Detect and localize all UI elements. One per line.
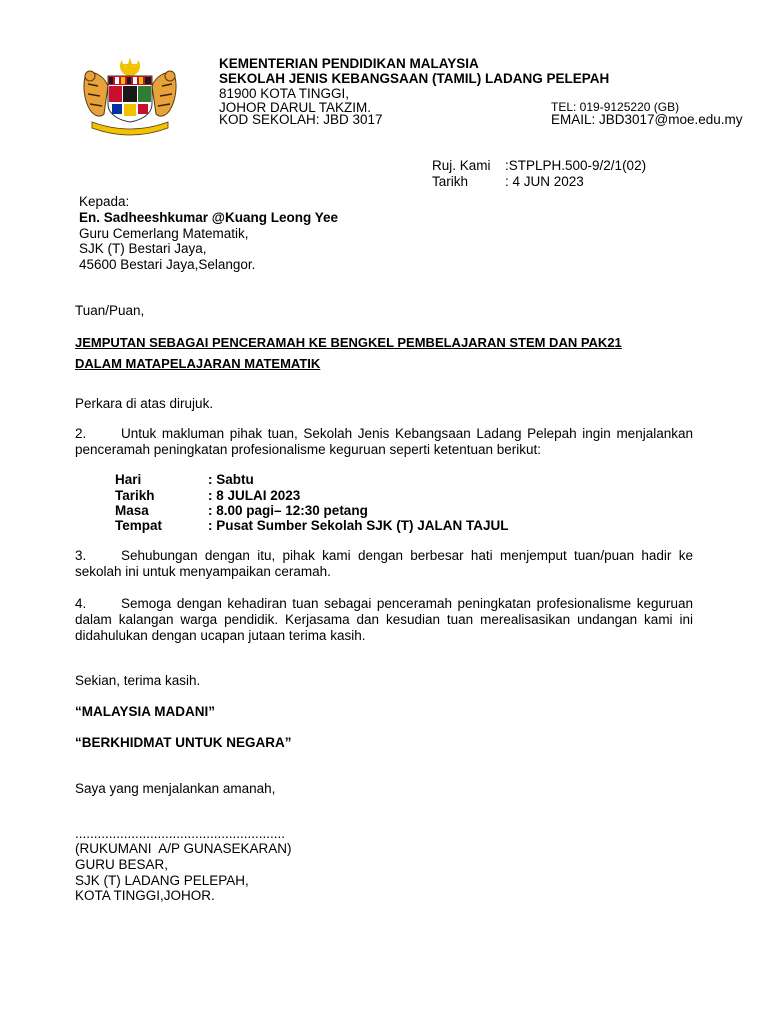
detail-value: : Sabtu [208, 472, 254, 487]
paragraph-3-number: 3. [75, 548, 87, 563]
paragraph-3-text: Sehubungan dengan itu, pihak kami dengan berbesar hati menjemput tuan/puan hadir ke sekolah ini untuk menyampaikan ceramah. [75, 548, 693, 579]
detail-row-venue [115, 518, 509, 533]
address-line-1: 81900 KOTA TINGGI, [219, 86, 350, 101]
recipient-line-1: Guru Cemerlang Matematik, [79, 226, 249, 241]
detail-label: Masa [115, 503, 149, 518]
reference-label: Ruj. Kami [432, 158, 491, 173]
trust-text: Saya yang menjalankan amanah, [75, 781, 276, 796]
closing-text: Sekian, terima kasih. [75, 673, 201, 688]
intro-text: Perkara di atas dirujuk. [75, 396, 214, 411]
subject-line-1: JEMPUTAN SEBAGAI PENCERAMAH KE BENGKEL PEMBELAJARAN STEM DAN PAK21 [75, 335, 622, 350]
signatory-title: GURU BESAR, [75, 857, 169, 872]
paragraph-4-text: Semoga dengan kehadiran tuan sebagai penceramah peningkatan profesionalisme keguruan dalam kalangan warga pendidik. Kerjasama dan kesudian tuan merealisasikan undangan kami ini didahulukan dengan ucapan jutaan terima kasih. [75, 596, 693, 643]
slogan-malaysia-madani: “MALAYSIA MADANI” [75, 704, 216, 719]
paragraph-4-number: 4. [75, 596, 87, 611]
salutation: Tuan/Puan, [75, 303, 145, 318]
paragraph-3 [75, 548, 693, 580]
detail-row-date [115, 488, 300, 503]
reference-row [432, 158, 646, 173]
recipient-name: En. Sadheeshkumar @Kuang Leong Yee [79, 210, 338, 225]
detail-value: : 8 JULAI 2023 [208, 488, 301, 503]
slogan-berkhidmat: “BERKHIDMAT UNTUK NEGARA” [75, 735, 292, 750]
paragraph-2-text: Untuk makluman pihak tuan, Sekolah Jenis Kebangsaan Ladang Pelepah ingin menjalankan penceramah peningkatan profesionalisme keguruan seperti ketentuan berikut: [75, 426, 693, 457]
date-row [432, 174, 584, 189]
paragraph-2 [75, 426, 693, 458]
date-label: Tarikh [432, 174, 469, 189]
signatory-place: KOTA TINGGI,JOHOR. [75, 888, 215, 903]
detail-value: : 8.00 pagi– 12:30 petang [208, 503, 368, 518]
email: EMAIL: JBD3017@moe.edu.my [551, 112, 743, 127]
paragraph-2-number: 2. [75, 426, 87, 441]
telephone: TEL: 019-9125220 (GB) [551, 100, 680, 114]
date-value: : 4 JUN 2023 [505, 174, 584, 189]
malaysia-coat-of-arms-logo [78, 56, 182, 136]
detail-row-time [115, 503, 368, 518]
paragraph-4 [75, 596, 693, 644]
signatory-school: SJK (T) LADANG PELEPAH, [75, 873, 249, 888]
school-code: KOD SEKOLAH: JBD 3017 [219, 112, 383, 127]
ministry-name: KEMENTERIAN PENDIDIKAN MALAYSIA [219, 56, 479, 71]
detail-label: Hari [115, 472, 142, 487]
signatory-name: (RUKUMANI A/P GUNASEKARAN) [75, 841, 292, 856]
recipient-line-3: 45600 Bestari Jaya,Selangor. [79, 257, 256, 272]
subject-line-2: DALAM MATAPELAJARAN MATEMATIK [75, 356, 321, 371]
address-line-2: JOHOR DARUL TAKZIM. [219, 100, 372, 115]
detail-value: : Pusat Sumber Sekolah SJK (T) JALAN TAJUL [208, 518, 509, 533]
recipient-line-2: SJK (T) Bestari Jaya, [79, 241, 207, 256]
reference-value: :STPLPH.500-9/2/1(02) [505, 158, 647, 173]
detail-label: Tarikh [115, 488, 155, 503]
detail-label: Tempat [115, 518, 163, 533]
school-name: SEKOLAH JENIS KEBANGSAAN (TAMIL) LADANG PELEPAH [219, 71, 610, 86]
signature-line: ........................................................ [75, 826, 286, 841]
recipient-label: Kepada: [79, 194, 130, 209]
detail-row-day [115, 472, 254, 487]
